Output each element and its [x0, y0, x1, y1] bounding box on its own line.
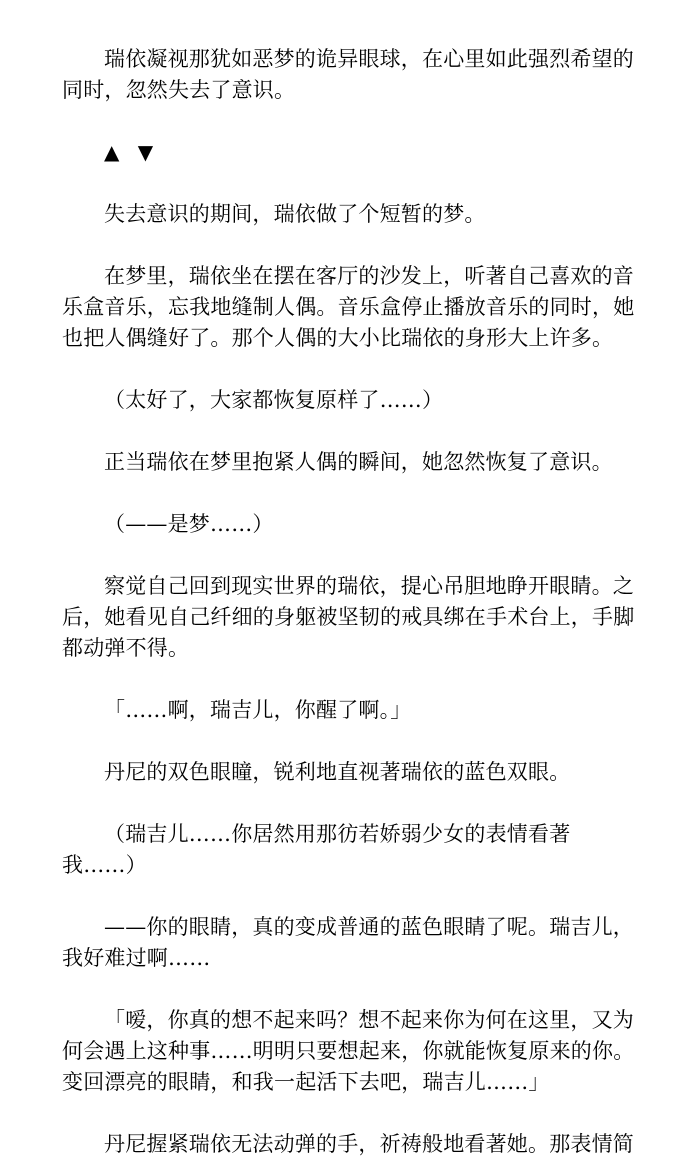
text-line: 变回漂亮的眼睛，和我一起活下去吧，瑞吉儿……」	[62, 1070, 550, 1094]
text-line: 「嗳，你真的想不起来吗？想不起来你为何在这里，又为	[104, 1008, 634, 1032]
text-line: （太好了，大家都恢复原样了……）	[104, 388, 444, 412]
text-line: 何会遇上这种事……明明只要想起来，你就能恢复原来的你。	[62, 1039, 635, 1063]
paragraph-7	[62, 571, 642, 664]
text-line: 丹尼握紧瑞依无法动弹的手，祈祷般地看著她。那表情简	[104, 1132, 634, 1156]
text-line: 察觉自己回到现实世界的瑞依，提心吊胆地睁开眼睛。之	[104, 574, 634, 598]
paragraph-6	[62, 509, 642, 540]
paragraph-1	[62, 44, 642, 106]
paragraph-11	[62, 912, 642, 974]
paragraph-8	[62, 695, 642, 726]
text-line: （——是梦……）	[104, 512, 274, 536]
text-line: 正当瑞依在梦里抱紧人偶的瞬间，她忽然恢复了意识。	[104, 450, 613, 474]
text-line: 失去意识的期间，瑞依做了个短暂的梦。	[104, 202, 486, 226]
text-line: ——你的眼睛，真的变成普通的蓝色眼睛了呢。瑞吉儿，	[104, 915, 634, 939]
text-line: 也把人偶缝好了。那个人偶的大小比瑞依的身形大上许多。	[62, 326, 614, 350]
paragraph-5	[62, 447, 642, 478]
paragraph-4	[62, 385, 642, 416]
paragraph-12	[62, 1005, 642, 1098]
paragraph-2	[62, 199, 642, 230]
text-line: 后，她看见自己纤细的身躯被坚韧的戒具绑在手术台上，手脚	[62, 605, 635, 629]
novel-page	[62, 44, 642, 1160]
paragraph-10	[62, 819, 642, 881]
text-line: 同时，忽然失去了意识。	[62, 78, 296, 102]
text-line: 乐盒音乐，忘我地缝制人偶。音乐盒停止播放音乐的同时，她	[62, 295, 635, 319]
text-line: 我好难过啊……	[62, 946, 211, 970]
text-line: 丹尼的双色眼瞳，锐利地直视著瑞依的蓝色双眼。	[104, 760, 571, 784]
text-line: 我……）	[62, 853, 147, 877]
paragraph-9	[62, 757, 642, 788]
text-line: 瑞依凝视那犹如恶梦的诡异眼球，在心里如此强烈希望的	[104, 47, 634, 71]
text-line: （瑞吉儿……你居然用那彷若娇弱少女的表情看著	[104, 822, 571, 846]
paragraph-3	[62, 261, 642, 354]
paragraph-13	[62, 1129, 642, 1160]
scene-separator: ▲ ▼	[104, 140, 160, 164]
text-line: 「……啊，瑞吉儿，你醒了啊。」	[104, 698, 412, 722]
text-line: 都动弹不得。	[62, 636, 190, 660]
text-line: 在梦里，瑞依坐在摆在客厅的沙发上，听著自己喜欢的音	[104, 264, 634, 288]
